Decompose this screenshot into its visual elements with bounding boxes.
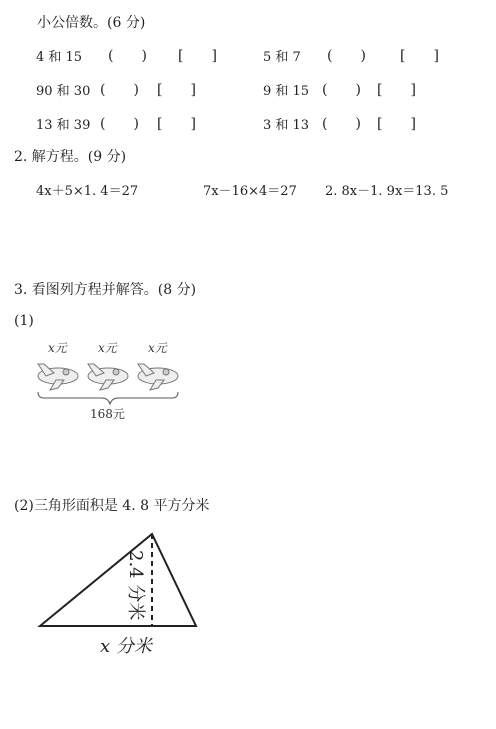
equation: 7x－16×4＝27 [203,184,297,199]
section1-heading: 小公倍数。(6 分) [37,15,146,31]
pair-label: 13 和 39 [36,118,91,133]
answer-paren[interactable]: ( ) [322,82,361,98]
height-label: 2.4 分米 [125,550,146,621]
answer-paren[interactable]: ( ) [100,82,139,98]
toy-plane-icon [88,364,128,390]
pair-label: 3 和 13 [263,118,310,133]
answer-paren[interactable]: ( ) [108,48,147,64]
total-label: 168元 [90,407,125,421]
pair-label: 90 和 30 [36,84,91,99]
section3-heading: 3. 看图列方程并解答。(8 分) [14,282,197,298]
base-label: x 分米 [100,636,152,657]
toy-plane-icon [138,364,178,390]
answer-bracket[interactable]: [ ] [157,82,196,98]
triangle [40,534,196,626]
price-label: x元 [148,341,167,355]
answer-bracket[interactable]: [ ] [377,116,416,132]
price-label: x元 [98,341,117,355]
answer-bracket[interactable]: [ ] [157,116,196,132]
toy-plane-icon [38,364,78,390]
equation: 4x＋5×1. 4＝27 [36,184,139,199]
price-label: x元 [48,341,67,355]
section2-heading: 2. 解方程。(9 分) [14,149,127,165]
pair-label: 4 和 15 [36,50,83,65]
equation: 2. 8x－1. 9x＝13. 5 [325,184,449,199]
answer-bracket[interactable]: [ ] [178,48,217,64]
answer-paren[interactable]: ( ) [327,48,366,64]
pair-label: 5 和 7 [263,50,301,65]
answer-bracket[interactable]: [ ] [377,82,416,98]
toy-plane-figure [30,336,195,426]
brace [38,392,178,404]
pair-label: 9 和 15 [263,84,310,99]
answer-paren[interactable]: ( ) [100,116,139,132]
part1-label: (1) [14,313,34,329]
answer-bracket[interactable]: [ ] [400,48,439,64]
answer-paren[interactable]: ( ) [322,116,361,132]
part2-label: (2)三角形面积是 4. 8 平方分米 [14,498,210,514]
triangle-figure [30,520,220,670]
